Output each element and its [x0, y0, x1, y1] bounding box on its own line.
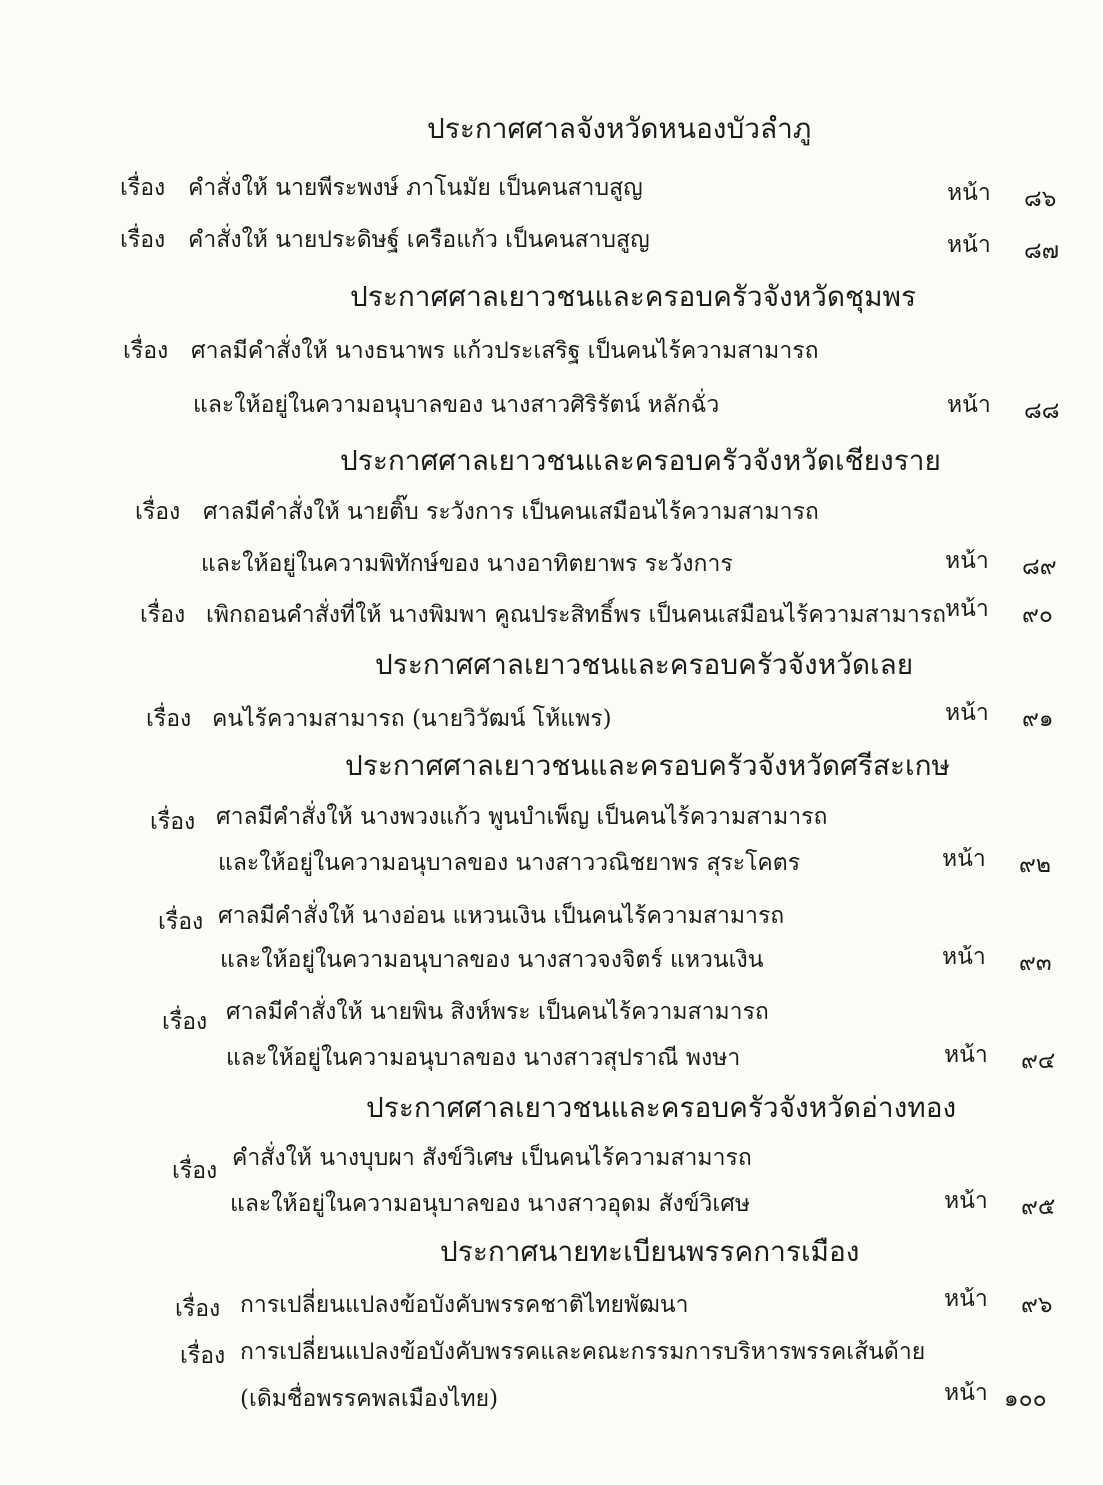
- entry-line: (เดิมชื่อพรรคพลเมืองไทย): [240, 1386, 499, 1412]
- entry-line: การเปลี่ยนแปลงข้อบังคับพรรคชาติไทยพัฒนา: [240, 1292, 689, 1318]
- page-label: หน้า: [944, 1042, 988, 1068]
- entry-line: ศาลมีคำสั่งให้ นางธนาพร แก้วประเสริฐ เป็นคนไร้ความสามารถ: [191, 338, 819, 364]
- entry-line: และให้อยู่ในความอนุบาลของ นางสาวสุปราณี พงษา: [226, 1045, 741, 1071]
- subject-label: เรื่อง: [146, 706, 192, 732]
- page-label: หน้า: [947, 232, 991, 258]
- page-label: หน้า: [945, 596, 989, 622]
- page-number: ๙๕: [1021, 1194, 1056, 1220]
- entry-line: และให้อยู่ในความอนุบาลของ นางสาวจงจิตร์ แหวนเงิน: [220, 947, 764, 973]
- entry-line: การเปลี่ยนแปลงข้อบังคับพรรคและคณะกรรมการบริหารพรรคเส้นด้าย: [240, 1339, 926, 1365]
- page-number: ๘๗: [1024, 238, 1060, 264]
- entry-line: ศาลมีคำสั่งให้ นางอ่อน แหวนเงิน เป็นคนไร้ความสามารถ: [218, 903, 785, 929]
- subject-label: เรื่อง: [123, 338, 169, 364]
- page-number: ๘๘: [1024, 398, 1060, 424]
- page-label: หน้า: [942, 944, 986, 970]
- entry-line: คำสั่งให้ นายพีระพงษ์ ภาโนมัย เป็นคนสาบสูญ: [188, 175, 643, 201]
- page-number: ๘๖: [1024, 186, 1057, 212]
- subject-label: เรื่อง: [150, 809, 196, 835]
- section-heading: ประกาศศาลเยาวชนและครอบครัวจังหวัดชุมพร: [350, 280, 917, 313]
- entry-line: เพิกถอนคำสั่งที่ให้ นางพิมพา คูณประสิทธิ์พร เป็นคนเสมือนไร้ความสามารถ: [206, 602, 947, 628]
- entry-line: และให้อยู่ในความพิทักษ์ของ นางอาทิตยาพร ระวังการ: [201, 551, 733, 577]
- subject-label: เรื่อง: [172, 1158, 218, 1184]
- entry-line: และให้อยู่ในความอนุบาลของ นางสาวศิริรัตน์ หลักฉั่ว: [193, 392, 720, 418]
- entry-line: คำสั่งให้ นางบุบผา สังข์วิเศษ เป็นคนไร้ความสามารถ: [232, 1145, 752, 1171]
- entry-line: ศาลมีคำสั่งให้ นายพิน สิงห์พระ เป็นคนไร้ความสามารถ: [226, 999, 769, 1025]
- page-label: หน้า: [944, 1380, 988, 1406]
- subject-label: เรื่อง: [158, 909, 204, 935]
- page-label: หน้า: [945, 548, 989, 574]
- subject-label: เรื่อง: [135, 499, 181, 525]
- page-label: หน้า: [945, 700, 989, 726]
- subject-label: เรื่อง: [162, 1009, 208, 1035]
- page-number: ๙๓: [1019, 950, 1052, 976]
- page-number: ๙๖: [1021, 1292, 1053, 1318]
- subject-label: เรื่อง: [120, 227, 166, 253]
- entry-line: ศาลมีคำสั่งให้ นางพวงแก้ว พูนบำเพ็ญ เป็นคนไร้ความสามารถ: [216, 804, 828, 830]
- entry-line: และให้อยู่ในความอนุบาลของ นางสาววณิชยาพร สุระโคตร: [218, 850, 801, 876]
- page-label: หน้า: [944, 1188, 988, 1214]
- page-number: ๙๔: [1021, 1048, 1056, 1074]
- entry-line: ศาลมีคำสั่งให้ นายติ๊บ ระวังการ เป็นคนเสมือนไร้ความสามารถ: [203, 499, 819, 525]
- section-heading: ประกาศศาลเยาวชนและครอบครัวจังหวัดศรีสะเกษ: [345, 749, 950, 782]
- page-number: ๙๑: [1022, 706, 1054, 732]
- page-label: หน้า: [947, 392, 991, 418]
- page-number: ๙๒: [1019, 852, 1052, 878]
- page-number: ๑๐๐: [1004, 1386, 1047, 1412]
- page-label: หน้า: [942, 846, 986, 872]
- section-heading: ประกาศศาลจังหวัดหนองบัวลำภู: [427, 112, 812, 145]
- subject-label: เรื่อง: [120, 175, 166, 201]
- subject-label: เรื่อง: [175, 1296, 221, 1322]
- page-number: ๙๐: [1022, 602, 1053, 628]
- subject-label: เรื่อง: [140, 602, 186, 628]
- page-number: ๘๙: [1022, 554, 1057, 580]
- page-label: หน้า: [947, 180, 991, 206]
- entry-line: คำสั่งให้ นายประดิษฐ์ เครือแก้ว เป็นคนสาบสูญ: [188, 227, 650, 253]
- subject-label: เรื่อง: [180, 1343, 226, 1369]
- section-heading: ประกาศศาลเยาวชนและครอบครัวจังหวัดเชียงราย: [340, 444, 941, 477]
- section-heading: ประกาศศาลเยาวชนและครอบครัวจังหวัดเลย: [375, 648, 914, 681]
- section-heading: ประกาศศาลเยาวชนและครอบครัวจังหวัดอ่างทอง: [366, 1091, 957, 1124]
- page-label: หน้า: [944, 1286, 988, 1312]
- entry-line: และให้อยู่ในความอนุบาลของ นางสาวอุดม สังข์วิเศษ: [230, 1191, 750, 1217]
- entry-line: คนไร้ความสามารถ (นายวิวัฒน์ โห้แพร): [212, 706, 612, 732]
- section-heading: ประกาศนายทะเบียนพรรคการเมือง: [440, 1235, 860, 1268]
